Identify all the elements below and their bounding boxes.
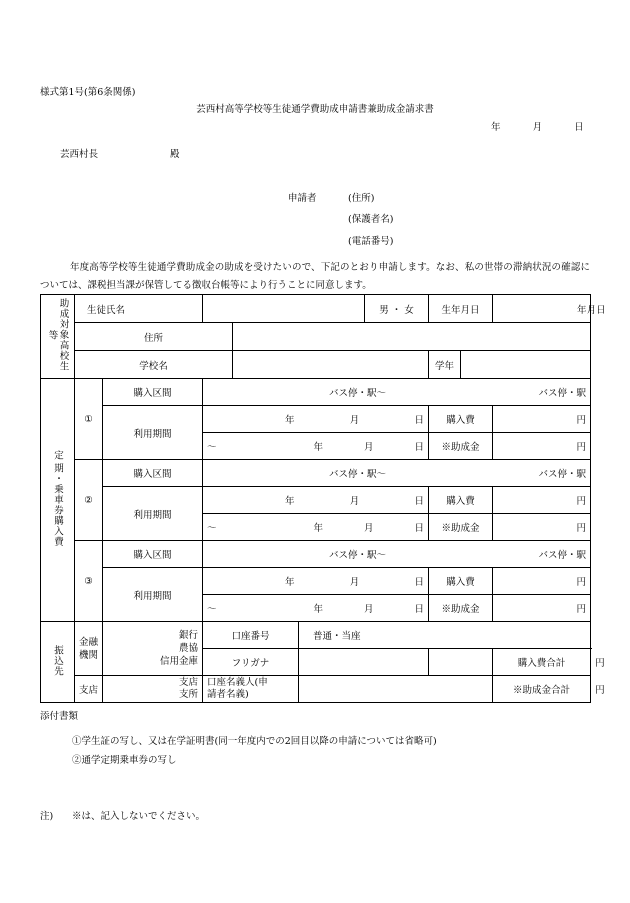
application-form-table: 助成対象高校生等 生徒氏名 男 ・ 女 生年月日 年 月 日 住所 学校名 学年 定 期・乗車券購入費 ① 購入区間 バス停・駅～ バス停・駅 利用期間 年 月 日 購入費 円 ～ 年 月 日 ※助成金 円 ② 購入区間 バス停・駅～ バス停・駅 利用期間 年 月 日 購入費 円 ～ 年 月 日 ※助成金 円 ③ 購入区間 バス停・駅～ バス停・駅 利用期間 年 月 日 購入費 円 ～ 年 月 日 ※助成金 円 振込先 金融機関 銀行 農協 信用金庫 口座番号 普通・当座 フリガナ 購入費合計 円 支店 支店 支所 口座名義人(申請者名義) ※助成金合計 円 (40, 294, 591, 703)
pass-entry-number: ③ (75, 541, 103, 622)
cost-total-label: 購入費合計 (493, 649, 591, 676)
gender-male[interactable]: 男 (379, 304, 389, 316)
furigana-field[interactable] (299, 649, 429, 676)
student-section-label: 助成対象高校生等 (41, 295, 75, 379)
branch-label: 支店 (75, 676, 103, 703)
holder-field[interactable] (299, 676, 493, 703)
gender-female[interactable]: 女 (404, 304, 414, 316)
period-end-field[interactable]: ～ 年 月 日 (203, 433, 429, 460)
applicant-phone-label: (電話番号) (348, 236, 394, 247)
grade-field[interactable] (461, 351, 591, 379)
school-label: 学校名 (75, 351, 233, 379)
student-name-label: 生徒氏名 (75, 295, 203, 323)
route-label: 購入区間 (103, 541, 203, 568)
attachments-heading: 添付書類 (40, 711, 79, 722)
route-field[interactable]: バス停・駅～ バス停・駅 (203, 379, 591, 406)
form-number: 様式第1号(第6条関係) (40, 87, 136, 98)
applicant-label: 申請者 (288, 193, 317, 204)
subsidy-label: ※助成金 (429, 595, 493, 622)
subsidy-label: ※助成金 (429, 433, 493, 460)
period-start-field[interactable]: 年 月 日 (203, 406, 429, 433)
cost-field[interactable]: 円 (493, 406, 591, 433)
applicant-address-label: (住所) (348, 193, 375, 204)
period-label: 利用期間 (103, 487, 203, 541)
intro-paragraph: 年度高等学校等生徒通学費助成金の助成を受けたいので、下記のとおり申請します。なお、私の世帯の滞納状況の確認については、課税担当課が保管してる徴収台帳等により行うことに同意します。 (40, 262, 590, 291)
student-address-field[interactable] (233, 323, 591, 351)
period-start-field[interactable]: 年 月 日 (203, 487, 429, 514)
grade-label: 学年 (429, 351, 461, 379)
period-start-field[interactable]: 年 月 日 (203, 568, 429, 595)
furigana-field-extra[interactable] (429, 649, 493, 676)
cost-label: 購入費 (429, 487, 493, 514)
birth-date-field[interactable]: 年 月 日 (493, 295, 591, 323)
birth-label: 生年月日 (429, 295, 493, 323)
branch-name-field[interactable]: 支店 支所 (103, 676, 203, 703)
route-field[interactable]: バス停・駅～ バス停・駅 (203, 541, 591, 568)
attachment-item: ①学生証の写し、又は在学証明書(同一年度内での2回目以降の申請については省略可) (72, 736, 437, 747)
subsidy-field: 円 (493, 433, 591, 460)
period-end-field[interactable]: ～ 年 月 日 (203, 514, 429, 541)
applicant-guardian-label: (保護者名) (348, 214, 394, 225)
gender-selector[interactable]: 男 ・ 女 (365, 295, 429, 323)
date-day: 日 (574, 122, 584, 133)
institution-name-field[interactable]: 銀行 農協 信用金庫 (103, 622, 203, 676)
school-name-field[interactable] (233, 351, 429, 379)
date-line (491, 119, 584, 133)
period-label: 利用期間 (103, 568, 203, 622)
subsidy-field: 円 (493, 514, 591, 541)
pass-entry-number: ① (75, 379, 103, 460)
holder-label: 口座名義人(申請者名義) (203, 676, 299, 703)
route-field[interactable]: バス停・駅～ バス停・駅 (203, 460, 591, 487)
period-label: 利用期間 (103, 406, 203, 460)
account-number-field[interactable] (299, 622, 591, 649)
subsidy-field: 円 (493, 595, 591, 622)
note-label: 注) (40, 811, 54, 822)
addressee: 芸西村長 (60, 149, 99, 160)
subsidy-label: ※助成金 (429, 514, 493, 541)
cost-field[interactable]: 円 (493, 487, 591, 514)
route-label: 購入区間 (103, 460, 203, 487)
account-type[interactable]: 普通・当座 (313, 631, 361, 642)
pass-section-label: 定 期・乗車券購入費 (41, 379, 75, 622)
date-year: 年 (491, 122, 501, 133)
note-text: ※は、記入しないでください。 (72, 811, 206, 822)
period-end-field[interactable]: ～ 年 月 日 (203, 595, 429, 622)
route-label: 購入区間 (103, 379, 203, 406)
subsidy-total-label: ※助成金合計 (493, 676, 591, 703)
address-label: 住所 (75, 323, 233, 351)
transfer-section-label: 振込先 (41, 622, 75, 703)
account-number-label: 口座番号 (203, 622, 299, 649)
pass-entry-number: ② (75, 460, 103, 541)
date-month: 月 (532, 122, 543, 133)
cost-label: 購入費 (429, 406, 493, 433)
honorific: 殿 (170, 149, 180, 160)
document-title: 芸西村高等学校等生徒通学費助成申請書兼助成金請求書 (196, 104, 434, 115)
furigana-label: フリガナ (203, 649, 299, 676)
student-name-field[interactable] (203, 295, 365, 323)
attachment-item: ②通学定期乗車券の写し (72, 755, 177, 766)
cost-field[interactable]: 円 (493, 568, 591, 595)
institution-label: 金融機関 (75, 622, 103, 676)
cost-label: 購入費 (429, 568, 493, 595)
